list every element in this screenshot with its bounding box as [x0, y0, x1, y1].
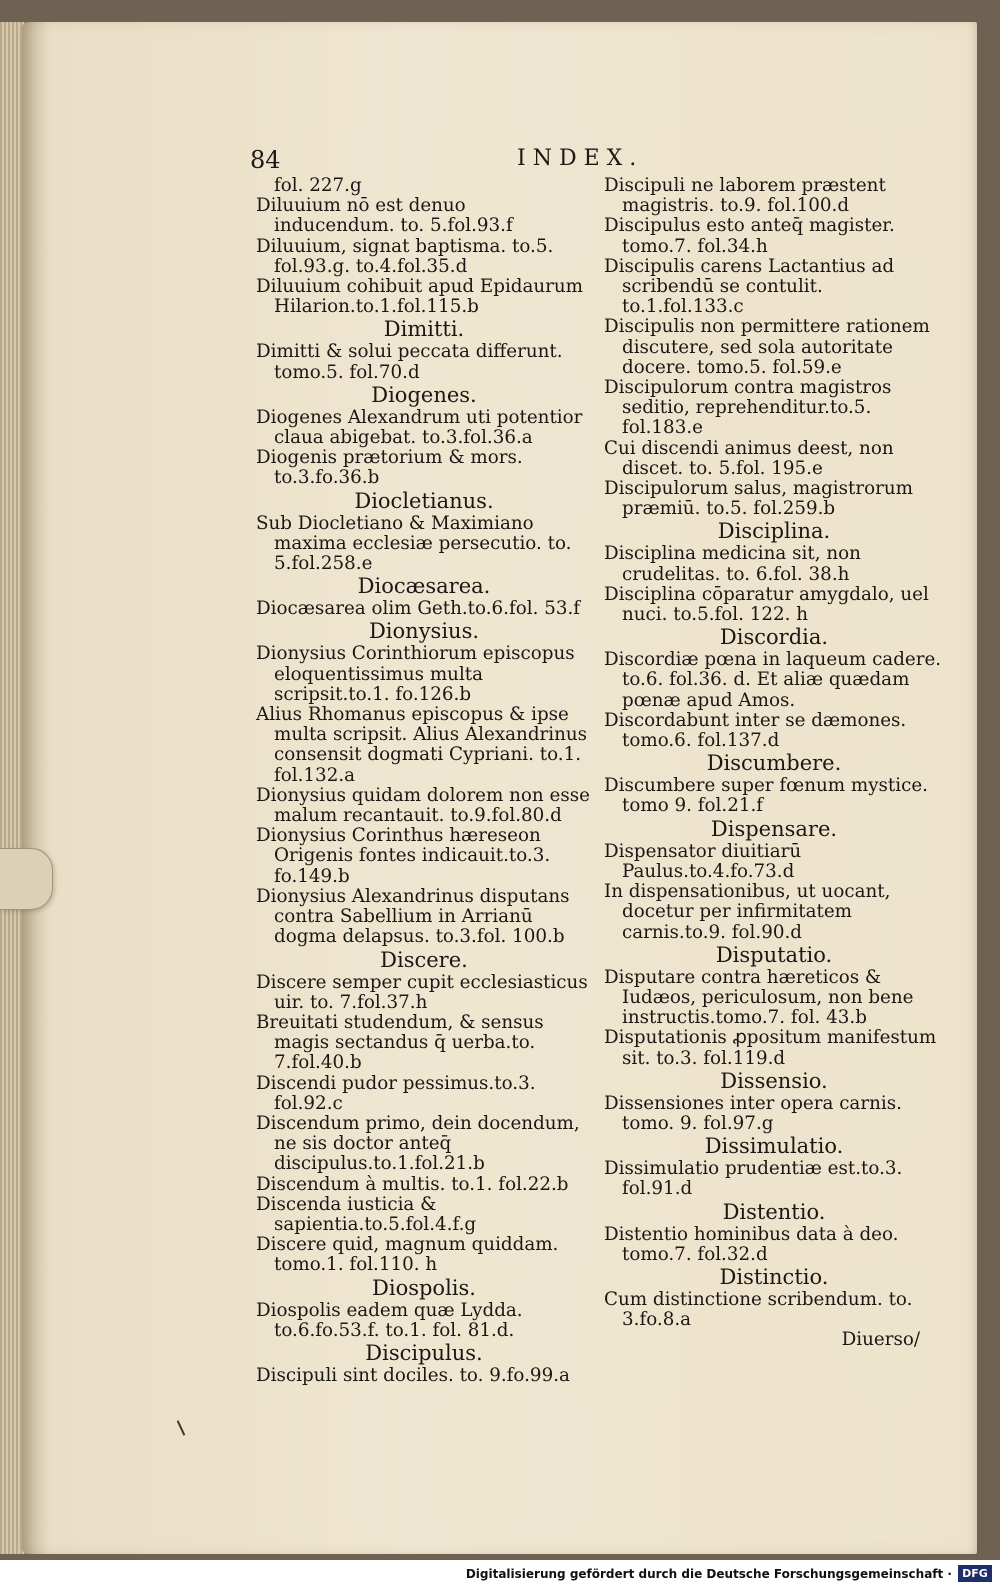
index-entry: Diocæsarea olim Geth.to.6.fol. 53.f [256, 598, 581, 620]
index-entry: Discipulorum contra magistros seditio, reprehenditur.to.5. fol.183.e [604, 377, 892, 439]
index-entry: Discordabunt inter se dæmones. tomo.6. fol.137.d [604, 709, 907, 752]
running-head: INDEX. [517, 146, 644, 171]
index-heading: Dissimulatio. [704, 1134, 844, 1159]
index-entry: Disciplina medicina sit, non crudelitas. to. 6.fol. 38.h [604, 543, 861, 585]
index-column-left [256, 176, 592, 1386]
index-entry: Discendum primo, dein docendum, ne sis doctor anteq̄ discipulus.to.1.fol.21.b [256, 1112, 580, 1175]
index-entry: Diospolis eadem quæ Lydda. to.6.fo.53.f. to.1. fol. 81.d. [256, 1299, 523, 1341]
index-entry: Discumbere super fœnum mystice. tomo 9. fol.21.f [604, 775, 928, 817]
index-heading: Diospolis. [372, 1275, 476, 1300]
index-entry: Dissimulatio prudentiæ est.to.3. fol.91.d [604, 1158, 903, 1200]
index-entry: Dissensiones inter opera carnis. tomo. 9. fol.97.g [604, 1092, 902, 1134]
index-heading: Disputatio. [715, 942, 833, 967]
index-entry: Dionysius Alexandrinus disputans contra Sabellium in Arrianū dogma delapsus. to.3.fol. 100.b [256, 885, 570, 948]
page-tab [0, 848, 53, 910]
index-entry: Distentio hominibus data à deo. tomo.7. fol.32.d [604, 1223, 899, 1265]
index-entry: Discipulis non permittere rationem discutere, sed sola autoritate docere. tomo.5. fol.59.e [604, 316, 930, 378]
index-entry: Discendi pudor pessimus.to.3. fol.92.c [256, 1072, 536, 1114]
index-entry: Discendum à multis. to.1. fol.22.b [256, 1173, 569, 1195]
digitization-footer [0, 1560, 1000, 1588]
index-entry: Disputationis ꝓpositum manifestum sit. to.3. fol.119.d [604, 1027, 937, 1069]
index-entry: Discere semper cupit ecclesiasticus uir. to. 7.fol.37.h [256, 971, 588, 1013]
index-entry: Breuitati studendum, & sensus magis sectandus q̄ uerba.to. 7.fol.40.b [256, 1011, 544, 1074]
index-heading: Dissensio. [720, 1068, 828, 1093]
index-heading: Distinctio. [719, 1264, 829, 1289]
index-heading: Discipulus. [365, 1340, 483, 1365]
index-entry: Diluuium nō est denuo inducendum. to. 5.fol.93.f [256, 195, 513, 237]
page-header [250, 146, 950, 176]
index-entry: Discere quid, magnum quiddam. tomo.1. fol.110. h [256, 1234, 559, 1276]
index-heading: Dimitti. [383, 317, 465, 342]
index-entry: Cum distinctione scribendum. to. 3.fo.8.a [604, 1288, 913, 1331]
index-heading: Diocletianus. [354, 488, 494, 513]
index-entry: Dionysius quidam dolorem non esse malum recantauit. to.9.fol.80.d [256, 784, 590, 827]
index-entry: In dispensationibus, ut uocant, docetur per infirmitatem carnis.to.9. fol.90.d [604, 881, 891, 943]
index-heading: Discumbere. [706, 751, 842, 776]
index-entry: Discenda iusticia & sapientia.to.5.fol.4.f.g [256, 1193, 477, 1235]
index-entry: Sub Diocletiano & Maximiano maxima ecclesiæ persecutio. to. 5.fol.258.e [256, 512, 572, 575]
index-heading: Discere. [380, 947, 468, 972]
index-entry: Diogenes Alexandrum uti potentior claua abigebat. to.3.fol.36.a [256, 406, 583, 449]
dfg-logo: DFG [958, 1565, 992, 1582]
index-entry: Alius Rhomanus episcopus & ipse multa scripsit. Alius Alexandrinus consensit dogmati Cypriani. to.1. fol.132.a [256, 704, 588, 786]
index-entry: Dimitti & solui peccata differunt. tomo.5. fol.70.d [256, 341, 563, 383]
index-entry: Discipulus esto anteq̄ magister. tomo.7. fol.34.h [604, 215, 895, 257]
index-column-right [604, 176, 944, 1351]
index-heading: Dispensare. [710, 816, 838, 841]
index-entry: Discipuli ne laborem præstent magistris. to.9. fol.100.d [604, 175, 886, 217]
index-heading: Diogenes. [371, 382, 477, 407]
index-entry: Dispensator diuitiarū Paulus.to.4.fo.73.d [604, 840, 802, 882]
footer-credit: Digitalisierung gefördert durch die Deutsche Forschungsgemeinschaft · [465, 1567, 952, 1581]
index-entry: Diluuium cohibuit apud Epidaurum Hilarion.to.1.fol.115.b [256, 276, 584, 318]
index-entry: Discipulis carens Lactantius ad scribendū se contulit. to.1.fol.133.c [604, 255, 895, 318]
index-entry: Diogenis prætorium & mors. to.3.fo.36.b [256, 447, 523, 489]
page-number: 84 [250, 146, 281, 174]
index-heading: Dionysius. [368, 619, 480, 644]
index-heading: Discordia. [719, 625, 829, 650]
index-entry: Disciplina cōparatur amygdalo, uel nuci. to.5.fol. 122. h [604, 583, 929, 626]
index-entry: Discipulorum salus, magistrorum præmiū. to.5. fol.259.b [604, 478, 913, 520]
index-heading: Diocæsarea. [357, 574, 491, 599]
index-heading: Disciplina. [717, 519, 831, 544]
index-heading: Distentio. [722, 1199, 826, 1224]
catchword: Diuerso/ [841, 1329, 920, 1351]
index-entry-continuation: fol. 227.g [274, 175, 362, 196]
index-entry: Dionysius Corinthiorum episcopus eloquentissimus multa scripsit.to.1. fo.126.b [256, 643, 575, 705]
index-entry: Disputare contra hæreticos & Iudæos, periculosum, non bene instructis.tomo.7. fol. 43.b [604, 966, 914, 1029]
index-entry: Cui discendi animus deest, non discet. to. 5.fol. 195.e [604, 437, 894, 479]
index-entry: Discordiæ pœna in laqueum cadere. to.6. fol.36. d. Et aliæ quædam pœnæ apud Amos. [604, 649, 942, 711]
index-entry: Discipuli sint dociles. to. 9.fo.99.a [256, 1364, 570, 1386]
index-entry: Diluuium, signat baptisma. to.5. fol.93.g. to.4.fol.35.d [256, 235, 554, 277]
index-entry: Dionysius Corinthus hæreseon Origenis fontes indicauit.to.3. fo.149.b [256, 825, 551, 887]
